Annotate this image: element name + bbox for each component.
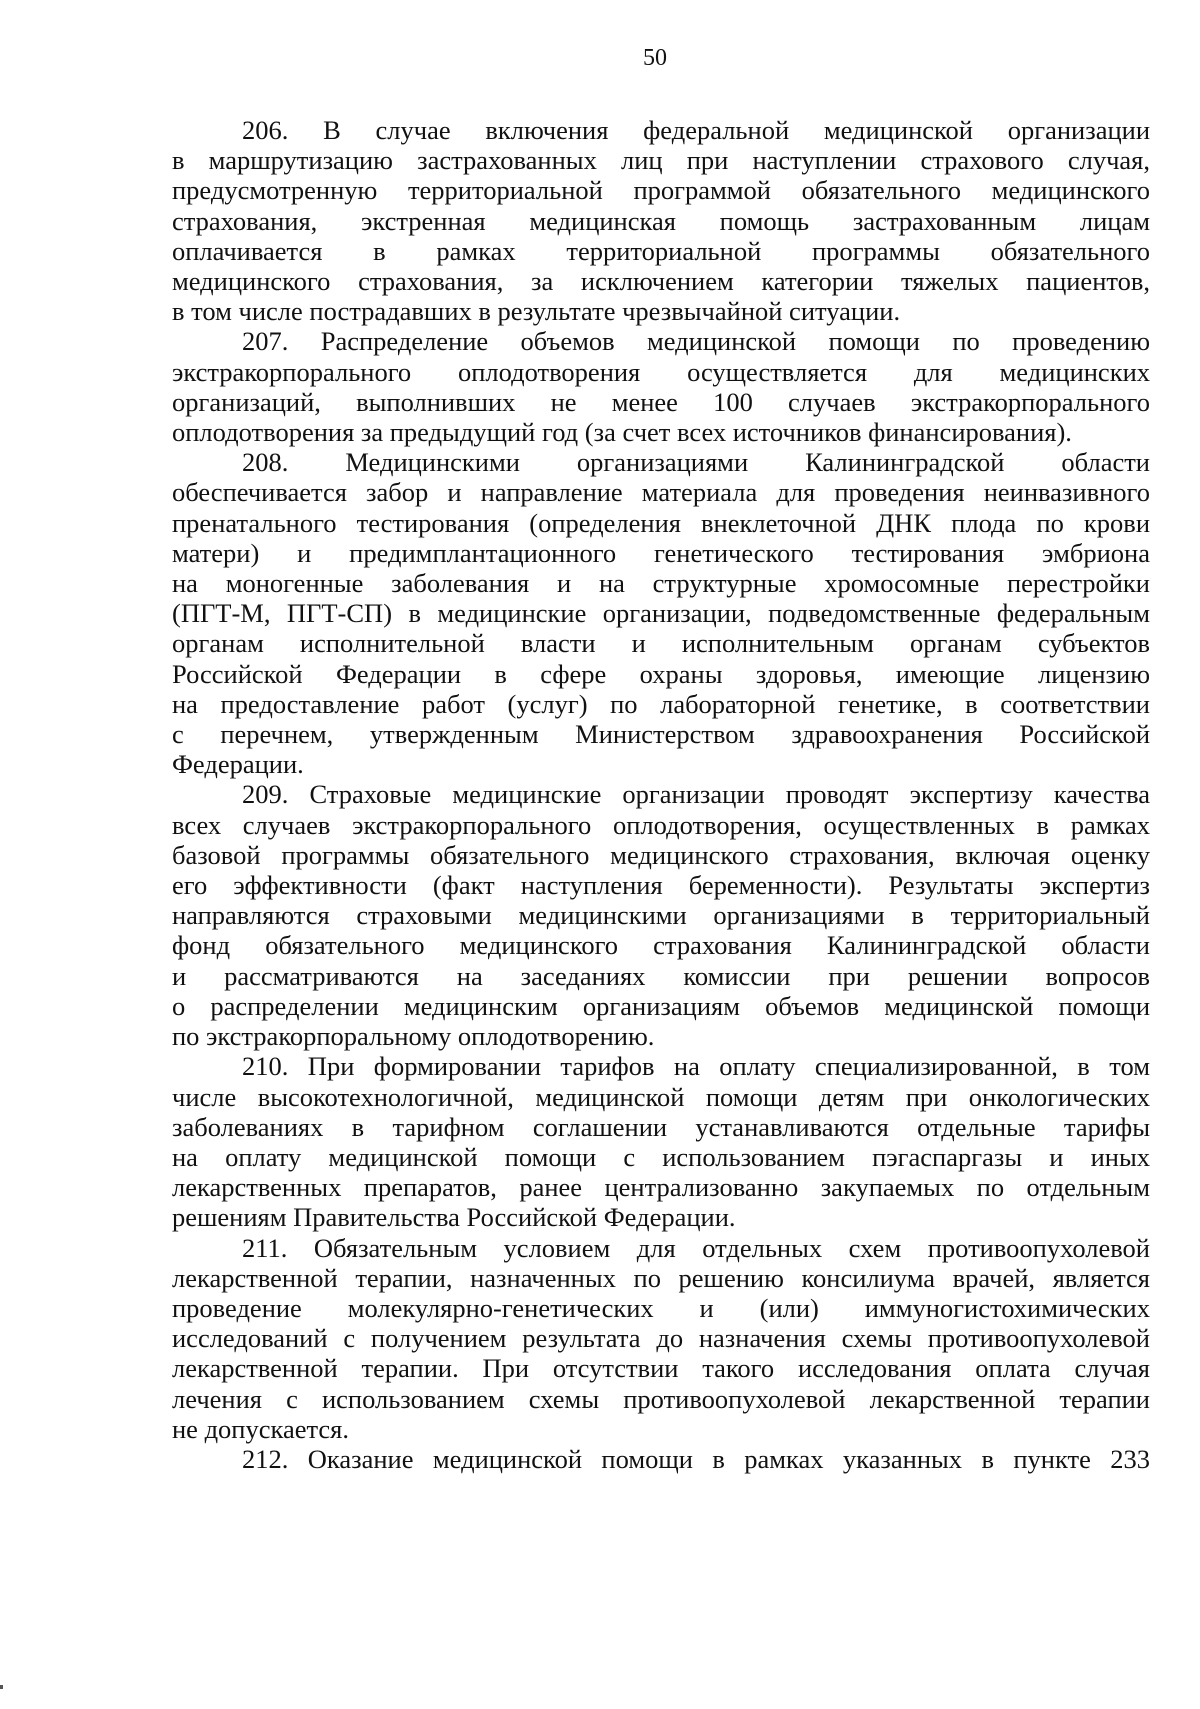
text-line: оплачивается в рамках территориальной программы обязательного xyxy=(172,235,1150,266)
text-line: 212. Оказание медицинской помощи в рамках указанных в пункте 233 xyxy=(242,1443,1150,1474)
scan-artifact xyxy=(0,1685,3,1689)
paragraph-212 xyxy=(172,1444,1150,1474)
text-line: и рассматриваются на заседаниях комиссии при решении вопросов xyxy=(172,960,1150,991)
text-line: базовой программы обязательного медицинского страхования, включая оценку xyxy=(172,839,1150,870)
text-line: всех случаев экстракорпорального оплодотворения, осуществленных в рамках xyxy=(172,809,1150,840)
text-line: пренатального тестирования (определения внеклеточной ДНК плода по крови xyxy=(172,507,1150,538)
text-line: матери) и предимплантационного генетического тестирования эмбриона xyxy=(172,537,1150,568)
text-line: проведение молекулярно-генетических и (или) иммуногистохимических xyxy=(172,1292,1150,1323)
text-line: предусмотренную территориальной программой обязательного медицинского xyxy=(172,175,1150,206)
text-line: 209. Страховые медицинские организации проводят экспертизу качества xyxy=(242,779,1150,810)
text-line: 206. В случае включения федеральной медицинской организации xyxy=(242,115,1150,145)
text-line: лечения с использованием схемы противоопухолевой лекарственной терапии xyxy=(172,1383,1150,1414)
text-line: Российской Федерации в сфере охраны здоровья, имеющие лицензию xyxy=(172,658,1150,689)
text-line: его эффективности (факт наступления беременности). Результаты экспертиз xyxy=(172,870,1150,901)
page-number: 50 xyxy=(643,45,667,71)
text-line: числе высокотехнологичной, медицинской помощи детям при онкологических xyxy=(172,1081,1150,1112)
text-line: в том числе пострадавших в результате чрезвычайной ситуации. xyxy=(172,296,901,327)
text-line: на оплату медицинской помощи с использованием пэгаспаргазы и иных xyxy=(172,1141,1150,1172)
text-line: исследований с получением результата до назначения схемы противоопухолевой xyxy=(172,1323,1150,1354)
text-line: по экстракорпоральному оплодотворению. xyxy=(172,1021,655,1052)
text-line: лекарственной терапии. При отсутствии такого исследования оплата случая xyxy=(172,1353,1150,1384)
text-line: страхования, экстренная медицинская помощь застрахованным лицам xyxy=(172,205,1150,236)
text-line: 208. Медицинскими организациями Калининградской области xyxy=(242,447,1150,478)
text-line: решениям Правительства Российской Федерации. xyxy=(172,1202,736,1233)
paragraph-207 xyxy=(172,326,1150,447)
paragraph-209 xyxy=(172,779,1150,1051)
text-line: на предоставление работ (услуг) по лабораторной генетике, в соответствии xyxy=(172,688,1150,719)
text-line: лекарственных препаратов, ранее централизованно закупаемых по отдельным xyxy=(172,1172,1150,1203)
text-line: (ПГТ-М, ПГТ-СП) в медицинские организации, подведомственные федеральным xyxy=(172,598,1150,629)
text-line: о распределении медицинским организациям объемов медицинской помощи xyxy=(172,990,1150,1021)
paragraph-206 xyxy=(172,115,1150,326)
text-line: лекарственной терапии, назначенных по решению консилиума врачей, является xyxy=(172,1262,1150,1293)
text-line: медицинского страхования, за исключением категории тяжелых пациентов, xyxy=(172,266,1150,297)
text-line: заболеваниях в тарифном соглашении устанавливаются отдельные тарифы xyxy=(172,1111,1150,1142)
page-body xyxy=(172,115,1150,1474)
text-line: оплодотворения за предыдущий год (за счет всех источников финансирования). xyxy=(172,417,1072,448)
text-line: направляются страховыми медицинскими организациями в территориальный xyxy=(172,900,1150,931)
text-line: экстракорпорального оплодотворения осуществляется для медицинских xyxy=(172,356,1150,387)
paragraph-208 xyxy=(172,447,1150,779)
text-line: 210. При формировании тарифов на оплату специализированной, в том xyxy=(242,1051,1150,1082)
text-line: Федерации. xyxy=(172,749,304,780)
text-line: фонд обязательного медицинского страхования Калининградской области xyxy=(172,930,1150,961)
paragraph-210 xyxy=(172,1051,1150,1232)
text-line: не допускается. xyxy=(172,1413,349,1444)
text-line: с перечнем, утвержденным Министерством здравоохранения Российской xyxy=(172,719,1150,750)
paragraph-211 xyxy=(172,1233,1150,1444)
text-line: 211. Обязательным условием для отдельных схем противоопухолевой xyxy=(242,1232,1150,1263)
text-line: органам исполнительной власти и исполнительным органам субъектов xyxy=(172,628,1150,659)
text-line: обеспечивается забор и направление материала для проведения неинвазивного xyxy=(172,477,1150,508)
text-line: на моногенные заболевания и на структурные хромосомные перестройки xyxy=(172,568,1150,599)
text-line: в маршрутизацию застрахованных лиц при наступлении страхового случая, xyxy=(172,145,1150,176)
text-line: организаций, выполнивших не менее 100 случаев экстракорпорального xyxy=(172,386,1150,417)
text-line: 207. Распределение объемов медицинской помощи по проведению xyxy=(242,326,1150,357)
